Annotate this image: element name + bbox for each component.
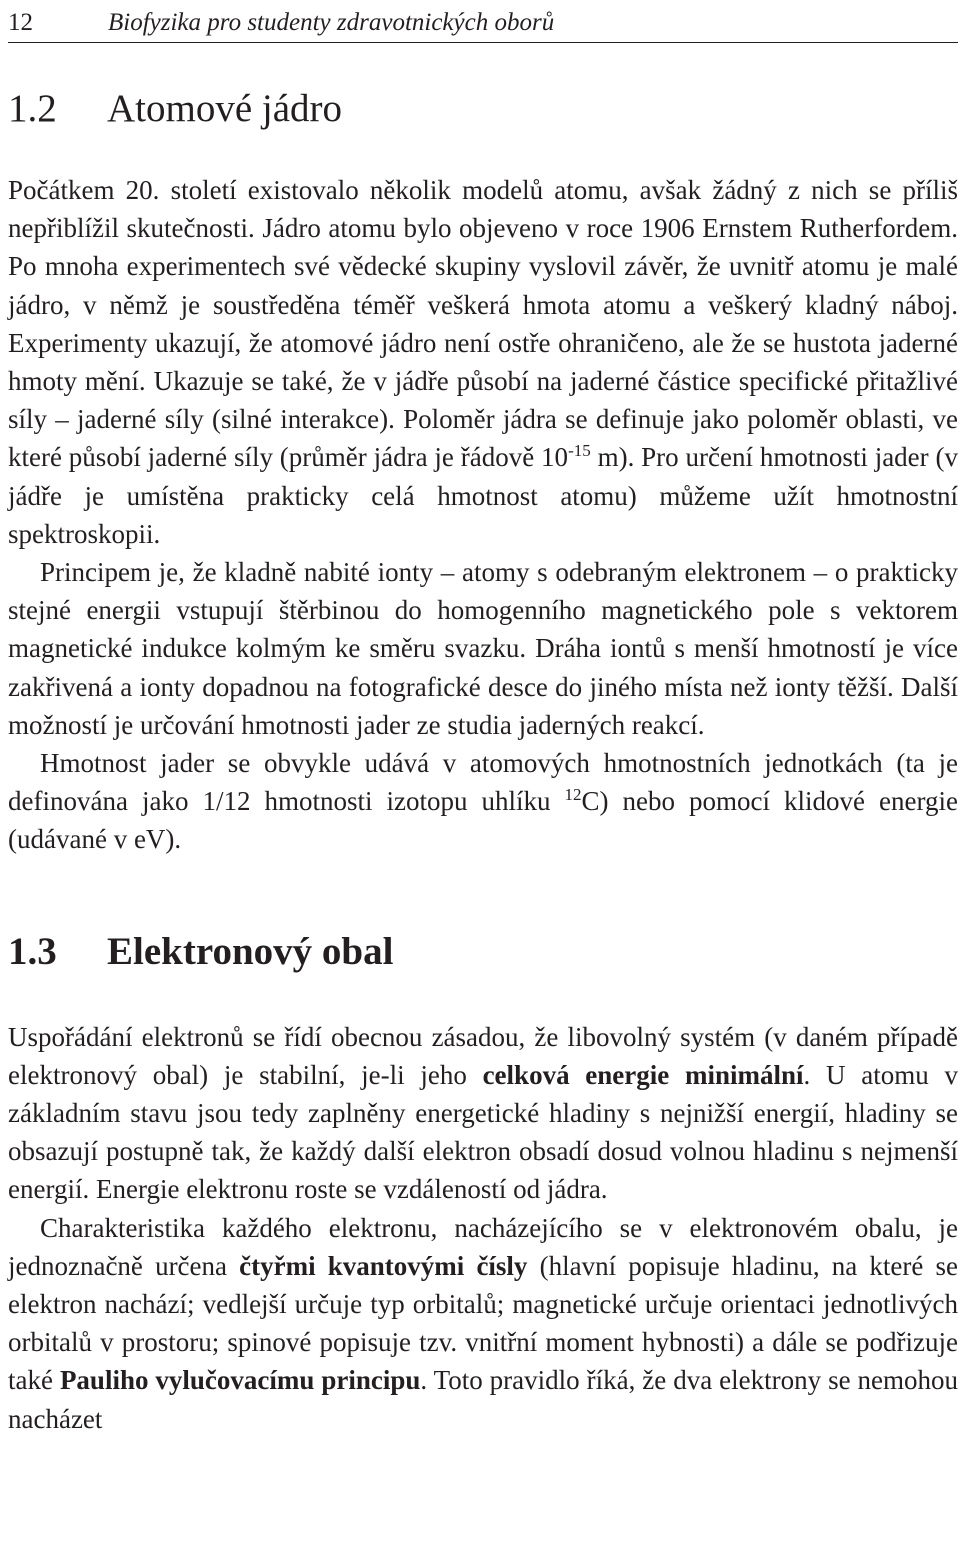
text-run: Hmotnost jader se obvykle udává v atomových hmotnostních jednotkách (ta je definována jako 1/12 hmotnosti izotopu uhlíku — [8, 748, 958, 817]
paragraph-quantum-numbers — [8, 1209, 958, 1438]
text-run: C) nebo pomocí klidové energie (udávané v eV). — [8, 786, 959, 855]
text-run: Počátkem 20. století existovalo několik modelů atomu, avšak žádný z nich se příliš nepřiblížil skutečnosti. Jádro atomu bylo objeveno v roce 1906 Ernstem Rutherfordem. Po mnoha experimentech své vědecké skupiny vyslovil závěr, že uvnitř atomu je malé jádro, v němž je soustředěna téměř veškerá hmota atomu a veškerý kladný náboj. Experimenty ukazují, že atomové jádro není ostře ohraničeno, ale že se hustota jaderné hmoty mění. Ukazuje se také, že v jádře působí na jaderné částice specifické přitažlivé síly – jaderné síly (silné interakce). Poloměr jádra se definuje jako poloměr oblasti, ve které působí jaderné síly (průměr jádra je řádově 10 — [8, 175, 958, 473]
text-run: . Toto pravidlo říká, že dva elektrony se nemohou nacházet — [8, 1365, 958, 1434]
section-heading-1-3 — [8, 929, 958, 973]
text-run: . U atomu v základním stavu jsou tedy zaplněny energetické hladiny s nejnižší energií, hladiny se obsazují postupně tak, že každý další elektron obsadí dosud volnou hladinu s nejmenší energií. Energie elektronu roste se vzdáleností od jádra. — [8, 1059, 958, 1205]
section-number: 1.2 — [8, 87, 57, 130]
text-run: m). Pro určení hmotnosti jader (v jádře je umístěna prakticky celá hmotnost atomu) můžeme užít hmotnostní spektroskopii. — [8, 442, 958, 549]
running-title: Biofyzika pro studenty zdravotnických oborů — [108, 8, 555, 36]
bold-term: celková energie minimální — [482, 1059, 804, 1090]
section-title: Atomové jádro — [107, 87, 343, 130]
mass-number: 12 — [564, 785, 582, 805]
section-number: 1.3 — [8, 929, 57, 973]
paragraph-atomic-mass-units — [8, 744, 958, 859]
document-page — [8, 0, 958, 1438]
text-run: Uspořádání elektronů se řídí obecnou zásadou, že libovolný systém (v daném případě elektronový obal) je stabilní, je-li jeho — [8, 1021, 958, 1090]
bold-term: Pauliho vylučovacímu principu — [59, 1365, 421, 1396]
text-run: (hlavní popisuje hladinu, na které se elektron nachází; vedlejší určuje typ orbitalů; magnetické určuje orientaci jednotlivých orbitalů v prostoru; spinové popisuje tzv. vnitřní moment hybnosti) a dále se podřizuje také — [8, 1250, 958, 1396]
section-title: Elektronový obal — [107, 929, 394, 973]
paragraph-nucleus-history — [8, 171, 958, 553]
bold-term: čtyřmi kvantovými čísly — [239, 1250, 528, 1281]
text-run: Charakteristika každého elektronu, nacházejícího se v elektronovém obalu, je jednoznačně určena — [8, 1212, 958, 1281]
exponent: -15 — [568, 441, 591, 461]
page-number: 12 — [8, 8, 33, 36]
paragraph-energy-principle — [8, 1018, 958, 1209]
section-heading-1-2 — [8, 89, 958, 128]
running-header — [8, 0, 958, 43]
paragraph-mass-spectroscopy: Principem je, že kladně nabité ionty – atomy s odebraným elektronem – o prakticky stejné energii vstupují štěrbinou do homogenního magnetického pole s vektorem magnetické indukce kolmým ke směru svazku. Dráha iontů s menší hmotností je více zakřivená a ionty dopadnou na fotografické desce do jiného místa než ionty těžší. Další možností je určování hmotnosti jader ze studia jaderných reakcí. — [8, 557, 958, 740]
